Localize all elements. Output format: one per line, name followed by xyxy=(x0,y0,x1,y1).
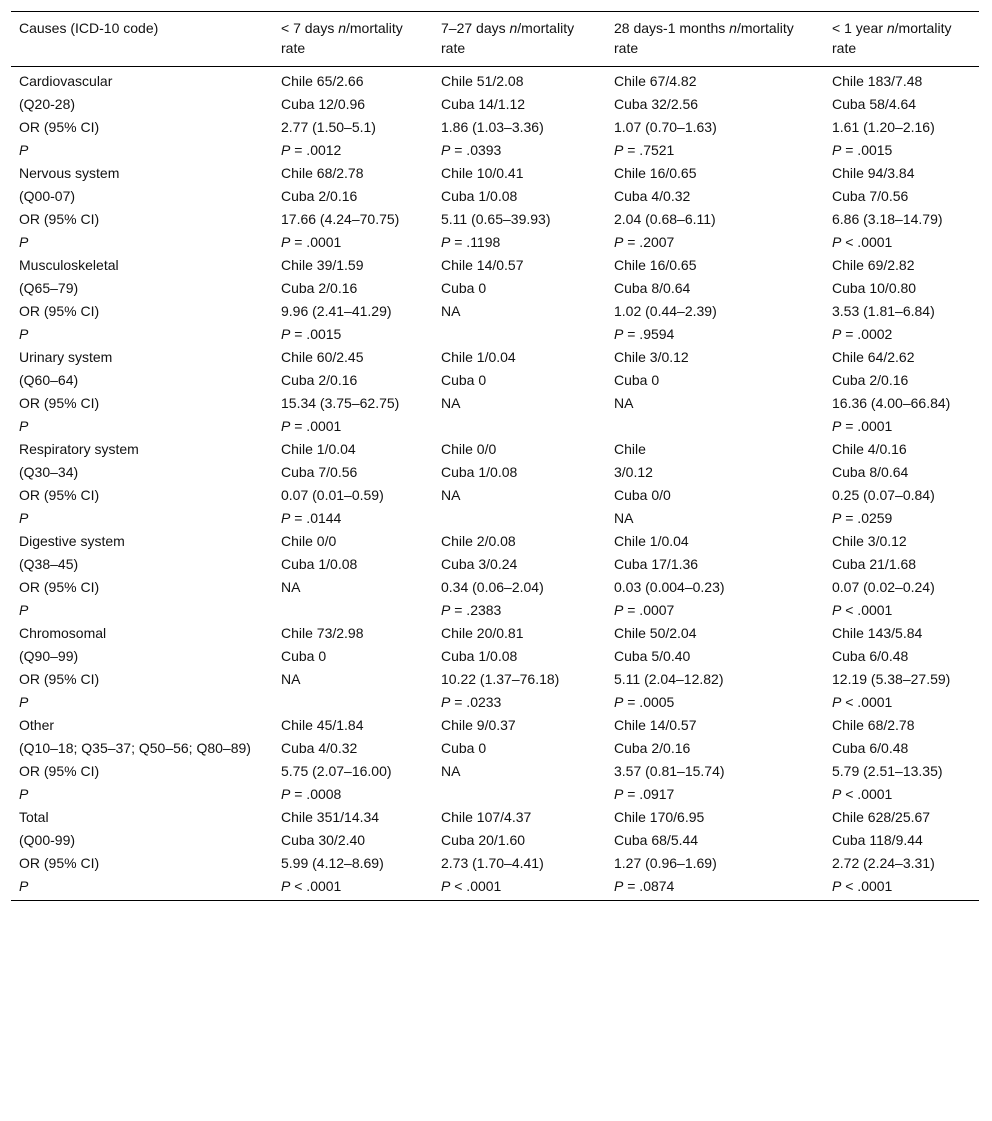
table-row xyxy=(11,552,979,575)
table-row xyxy=(11,161,979,184)
under-1-year-cell: Cuba 7/0.56 xyxy=(832,188,909,204)
7-27-days-cell: Cuba 1/0.08 xyxy=(441,648,518,664)
cause-cell: (Q00-07) xyxy=(19,188,76,204)
cause-cell: OR (95% CI) xyxy=(19,579,100,595)
under-7-days-cell: Chile 65/2.66 xyxy=(281,73,364,89)
under-1-year-cell: P < .0001 xyxy=(832,234,893,250)
table-row xyxy=(11,805,979,828)
under-7-days-cell: Chile 0/0 xyxy=(281,533,337,549)
under-7-days-cell: 0.07 (0.01–0.59) xyxy=(281,487,384,503)
28-days-1-months-cell: 5.11 (2.04–12.82) xyxy=(614,671,724,687)
table-row xyxy=(11,506,979,529)
table-row xyxy=(11,414,979,437)
under-7-days-cell: Chile 1/0.04 xyxy=(281,441,356,457)
28-days-1-months-cell: NA xyxy=(614,395,634,411)
7-27-days-cell: NA xyxy=(441,487,461,503)
7-27-days-cell: Chile 9/0.37 xyxy=(441,717,516,733)
under-1-year-cell: Chile 628/25.67 xyxy=(832,809,931,825)
table-row xyxy=(11,874,979,901)
cause-cell: OR (95% CI) xyxy=(19,211,100,227)
header-cause: Causes (ICD-10 code) xyxy=(11,12,273,67)
table-row xyxy=(11,92,979,115)
cause-cell: Respiratory system xyxy=(19,441,139,457)
7-27-days-cell: Cuba 3/0.24 xyxy=(441,556,518,572)
28-days-1-months-cell: 2.04 (0.68–6.11) xyxy=(614,211,716,227)
table-header xyxy=(11,12,979,67)
under-1-year-cell: P = .0259 xyxy=(832,510,893,526)
under-7-days-cell: 9.96 (2.41–41.29) xyxy=(281,303,392,319)
28-days-1-months-cell: 1.07 (0.70–1.63) xyxy=(614,119,717,135)
28-days-1-months-cell: 0.03 (0.004–0.23) xyxy=(614,579,725,595)
28-days-1-months-cell: P = .0874 xyxy=(606,874,824,901)
7-27-days-cell: P < .0001 xyxy=(433,874,606,901)
cause-cell: OR (95% CI) xyxy=(19,303,100,319)
cause-cell: P xyxy=(19,326,29,342)
under-7-days-cell: 5.99 (4.12–8.69) xyxy=(281,855,384,871)
table-row xyxy=(11,621,979,644)
under-1-year-cell: 12.19 (5.38–27.59) xyxy=(832,671,951,687)
under-7-days-cell: Chile 68/2.78 xyxy=(281,165,364,181)
under-1-year-cell: Cuba 21/1.68 xyxy=(832,556,917,572)
under-1-year-cell: Cuba 10/0.80 xyxy=(832,280,917,296)
cause-cell: P xyxy=(19,234,29,250)
28-days-1-months-cell: Cuba 68/5.44 xyxy=(614,832,699,848)
under-7-days-cell: 5.75 (2.07–16.00) xyxy=(281,763,392,779)
under-1-year-cell: Chile 68/2.78 xyxy=(832,717,915,733)
under-1-year-cell: 16.36 (4.00–66.84) xyxy=(832,395,951,411)
7-27-days-cell: 1.86 (1.03–3.36) xyxy=(441,119,544,135)
under-7-days-cell: P = .0012 xyxy=(281,142,342,158)
table-row xyxy=(11,759,979,782)
under-1-year-cell: Cuba 118/9.44 xyxy=(832,832,923,848)
cause-cell: P xyxy=(19,602,29,618)
7-27-days-cell: P = .2383 xyxy=(441,602,502,618)
under-7-days-cell: P = .0001 xyxy=(281,234,342,250)
header-under-1-year: < 1 year n/mortality rate xyxy=(824,12,979,67)
table-row xyxy=(11,345,979,368)
under-1-year-cell: Cuba 2/0.16 xyxy=(832,372,909,388)
7-27-days-cell xyxy=(433,782,606,805)
under-1-year-cell: Chile 69/2.82 xyxy=(832,257,915,273)
table-row xyxy=(11,230,979,253)
under-1-year-cell: Cuba 6/0.48 xyxy=(832,648,909,664)
table-row xyxy=(11,299,979,322)
cause-cell: Other xyxy=(19,717,55,733)
28-days-1-months-cell: Cuba 32/2.56 xyxy=(614,96,699,112)
under-7-days-cell: Chile 351/14.34 xyxy=(281,809,380,825)
cause-cell: OR (95% CI) xyxy=(19,855,100,871)
cause-cell: Urinary system xyxy=(19,349,113,365)
28-days-1-months-cell: P = .0005 xyxy=(614,694,675,710)
7-27-days-cell: P = .1198 xyxy=(441,234,501,250)
cause-cell: Musculoskeletal xyxy=(19,257,119,273)
28-days-1-months-cell: 3.57 (0.81–15.74) xyxy=(614,763,725,779)
table-row xyxy=(11,138,979,161)
under-7-days-cell: P = .0001 xyxy=(281,418,342,434)
28-days-1-months-cell: Chile xyxy=(614,441,646,457)
under-1-year-cell: Cuba 8/0.64 xyxy=(832,464,909,480)
28-days-1-months-cell: P = .0007 xyxy=(614,602,675,618)
under-1-year-cell: 3.53 (1.81–6.84) xyxy=(832,303,935,319)
7-27-days-cell: 2.73 (1.70–4.41) xyxy=(441,855,544,871)
header-28-days-1-months: 28 days-1 months n/mortality rate xyxy=(606,12,824,67)
under-1-year-cell: P = .0015 xyxy=(832,142,893,158)
7-27-days-cell: Cuba 14/1.12 xyxy=(441,96,526,112)
table-row xyxy=(11,736,979,759)
cause-cell: (Q65–79) xyxy=(19,280,79,296)
7-27-days-cell xyxy=(433,506,606,529)
cause-cell: P xyxy=(19,510,29,526)
cause-cell: (Q60–64) xyxy=(19,372,79,388)
7-27-days-cell xyxy=(433,322,606,345)
7-27-days-cell: Cuba 0 xyxy=(441,280,487,296)
cause-cell: (Q10–18; Q35–37; Q50–56; Q80–89) xyxy=(19,740,251,756)
7-27-days-cell: Chile 10/0.41 xyxy=(441,165,524,181)
table-body xyxy=(11,67,979,901)
table-row xyxy=(11,667,979,690)
cause-cell: (Q90–99) xyxy=(19,648,79,664)
under-1-year-cell: P < .0001 xyxy=(832,602,893,618)
cause-cell: (Q30–34) xyxy=(19,464,79,480)
cause-cell: P xyxy=(19,142,29,158)
28-days-1-months-cell: P = .2007 xyxy=(614,234,675,250)
under-7-days-cell: Cuba 2/0.16 xyxy=(281,188,358,204)
under-1-year-cell: Chile 64/2.62 xyxy=(832,349,915,365)
cause-cell: Cardiovascular xyxy=(19,73,113,89)
7-27-days-cell: NA xyxy=(441,763,461,779)
table-row xyxy=(11,644,979,667)
table-row xyxy=(11,391,979,414)
under-7-days-cell: NA xyxy=(281,579,301,595)
under-7-days-cell: Chile 60/2.45 xyxy=(281,349,364,365)
28-days-1-months-cell: Chile 67/4.82 xyxy=(614,73,697,89)
cause-cell: P xyxy=(19,418,29,434)
cause-cell: P xyxy=(19,694,29,710)
7-27-days-cell: Chile 0/0 xyxy=(441,441,497,457)
table-row xyxy=(11,598,979,621)
under-1-year-cell: Chile 3/0.12 xyxy=(832,533,907,549)
table-row xyxy=(11,713,979,736)
table-row xyxy=(11,782,979,805)
cause-cell: (Q38–45) xyxy=(19,556,79,572)
header-under-7-days: < 7 days n/mortality rate xyxy=(273,12,433,67)
table-row xyxy=(11,690,979,713)
7-27-days-cell: Chile 1/0.04 xyxy=(441,349,516,365)
under-7-days-cell: P = .0008 xyxy=(281,786,342,802)
7-27-days-cell: 0.34 (0.06–2.04) xyxy=(441,579,544,595)
under-7-days-cell: 17.66 (4.24–70.75) xyxy=(281,211,400,227)
28-days-1-months-cell: Cuba 0 xyxy=(614,372,660,388)
under-1-year-cell: 5.79 (2.51–13.35) xyxy=(832,763,943,779)
under-7-days-cell: P < .0001 xyxy=(273,874,433,901)
under-1-year-cell: 0.07 (0.02–0.24) xyxy=(832,579,935,595)
cause-cell: P xyxy=(11,874,273,901)
under-7-days-cell: P = .0015 xyxy=(281,326,342,342)
cause-cell: OR (95% CI) xyxy=(19,671,100,687)
table-row xyxy=(11,460,979,483)
table-row xyxy=(11,67,979,93)
under-7-days-cell: Cuba 4/0.32 xyxy=(281,740,358,756)
header-7-27-days: 7–27 days n/mortality rate xyxy=(433,12,606,67)
28-days-1-months-cell: Cuba 17/1.36 xyxy=(614,556,699,572)
under-7-days-cell: Chile 39/1.59 xyxy=(281,257,364,273)
7-27-days-cell: 5.11 (0.65–39.93) xyxy=(441,211,551,227)
header-row xyxy=(11,12,979,67)
7-27-days-cell: Cuba 1/0.08 xyxy=(441,188,518,204)
cause-cell: OR (95% CI) xyxy=(19,763,100,779)
table-row xyxy=(11,851,979,874)
7-27-days-cell: Cuba 1/0.08 xyxy=(441,464,518,480)
7-27-days-cell: Chile 107/4.37 xyxy=(441,809,532,825)
7-27-days-cell: NA xyxy=(441,303,461,319)
cause-cell: OR (95% CI) xyxy=(19,119,100,135)
table-row xyxy=(11,575,979,598)
under-1-year-cell: P < .0001 xyxy=(832,694,893,710)
cause-cell: (Q00-99) xyxy=(19,832,76,848)
under-1-year-cell: 0.25 (0.07–0.84) xyxy=(832,487,935,503)
table-row xyxy=(11,184,979,207)
28-days-1-months-cell: Chile 16/0.65 xyxy=(614,165,697,181)
cause-cell: OR (95% CI) xyxy=(19,395,100,411)
cause-cell: Total xyxy=(19,809,49,825)
under-7-days-cell: P = .0144 xyxy=(281,510,342,526)
28-days-1-months-cell: Chile 14/0.57 xyxy=(614,717,697,733)
28-days-1-months-cell: P = .0917 xyxy=(614,786,675,802)
28-days-1-months-cell: 1.27 (0.96–1.69) xyxy=(614,855,717,871)
under-1-year-cell: P < .0001 xyxy=(824,874,979,901)
under-7-days-cell: Cuba 12/0.96 xyxy=(281,96,366,112)
under-7-days-cell: Chile 45/1.84 xyxy=(281,717,364,733)
under-7-days-cell: Cuba 1/0.08 xyxy=(281,556,358,572)
7-27-days-cell: Chile 14/0.57 xyxy=(441,257,524,273)
7-27-days-cell: Chile 51/2.08 xyxy=(441,73,524,89)
table-row xyxy=(11,529,979,552)
28-days-1-months-cell: Chile 1/0.04 xyxy=(614,533,689,549)
cause-cell: OR (95% CI) xyxy=(19,487,100,503)
table-row xyxy=(11,483,979,506)
28-days-1-months-cell: NA xyxy=(614,510,634,526)
cause-cell: Chromosomal xyxy=(19,625,107,641)
under-7-days-cell: Cuba 2/0.16 xyxy=(281,280,358,296)
under-1-year-cell: Cuba 58/4.64 xyxy=(832,96,917,112)
under-1-year-cell: P = .0001 xyxy=(832,418,893,434)
mortality-table xyxy=(11,11,979,901)
28-days-1-months-cell: Cuba 2/0.16 xyxy=(614,740,691,756)
under-1-year-cell: Chile 94/3.84 xyxy=(832,165,915,181)
under-1-year-cell: 2.72 (2.24–3.31) xyxy=(832,855,935,871)
under-1-year-cell: Chile 183/7.48 xyxy=(832,73,923,89)
under-7-days-cell: Cuba 30/2.40 xyxy=(281,832,366,848)
7-27-days-cell: 10.22 (1.37–76.18) xyxy=(441,671,560,687)
7-27-days-cell: NA xyxy=(441,395,461,411)
table-row xyxy=(11,437,979,460)
28-days-1-months-cell: Chile 16/0.65 xyxy=(614,257,697,273)
28-days-1-months-cell: P = .9594 xyxy=(614,326,675,342)
under-7-days-cell: Chile 73/2.98 xyxy=(281,625,364,641)
28-days-1-months-cell: P = .7521 xyxy=(614,142,675,158)
28-days-1-months-cell: 1.02 (0.44–2.39) xyxy=(614,303,717,319)
7-27-days-cell: P = .0393 xyxy=(441,142,502,158)
table-row xyxy=(11,322,979,345)
table-row xyxy=(11,253,979,276)
under-1-year-cell: P = .0002 xyxy=(832,326,893,342)
7-27-days-cell: Cuba 20/1.60 xyxy=(441,832,526,848)
7-27-days-cell: P = .0233 xyxy=(441,694,502,710)
under-1-year-cell: 6.86 (3.18–14.79) xyxy=(832,211,943,227)
under-7-days-cell: Cuba 7/0.56 xyxy=(281,464,358,480)
under-1-year-cell: P < .0001 xyxy=(832,786,893,802)
table-row xyxy=(11,115,979,138)
28-days-1-months-cell: 3/0.12 xyxy=(614,464,653,480)
under-7-days-cell xyxy=(273,690,433,713)
28-days-1-months-cell xyxy=(606,414,824,437)
table-row xyxy=(11,828,979,851)
7-27-days-cell: Chile 2/0.08 xyxy=(441,533,516,549)
7-27-days-cell: Chile 20/0.81 xyxy=(441,625,524,641)
cause-cell: Nervous system xyxy=(19,165,120,181)
7-27-days-cell: Cuba 0 xyxy=(441,372,487,388)
28-days-1-months-cell: Chile 50/2.04 xyxy=(614,625,697,641)
cause-cell: P xyxy=(19,786,29,802)
under-1-year-cell: Chile 4/0.16 xyxy=(832,441,907,457)
7-27-days-cell xyxy=(433,414,606,437)
28-days-1-months-cell: Cuba 4/0.32 xyxy=(614,188,691,204)
under-1-year-cell: Cuba 6/0.48 xyxy=(832,740,909,756)
28-days-1-months-cell: Chile 170/6.95 xyxy=(614,809,705,825)
under-7-days-cell: 15.34 (3.75–62.75) xyxy=(281,395,400,411)
under-1-year-cell: Chile 143/5.84 xyxy=(832,625,923,641)
cause-cell: (Q20-28) xyxy=(19,96,76,112)
table-row xyxy=(11,276,979,299)
under-7-days-cell: NA xyxy=(281,671,301,687)
table-row xyxy=(11,207,979,230)
28-days-1-months-cell: Cuba 0/0 xyxy=(614,487,671,503)
28-days-1-months-cell: Cuba 5/0.40 xyxy=(614,648,691,664)
7-27-days-cell: Cuba 0 xyxy=(441,740,487,756)
under-7-days-cell xyxy=(273,598,433,621)
28-days-1-months-cell: Cuba 8/0.64 xyxy=(614,280,691,296)
cause-cell: Digestive system xyxy=(19,533,125,549)
under-7-days-cell: Cuba 2/0.16 xyxy=(281,372,358,388)
under-1-year-cell: 1.61 (1.20–2.16) xyxy=(832,119,935,135)
table-row xyxy=(11,368,979,391)
under-7-days-cell: 2.77 (1.50–5.1) xyxy=(281,119,376,135)
under-7-days-cell: Cuba 0 xyxy=(281,648,327,664)
28-days-1-months-cell: Chile 3/0.12 xyxy=(614,349,689,365)
